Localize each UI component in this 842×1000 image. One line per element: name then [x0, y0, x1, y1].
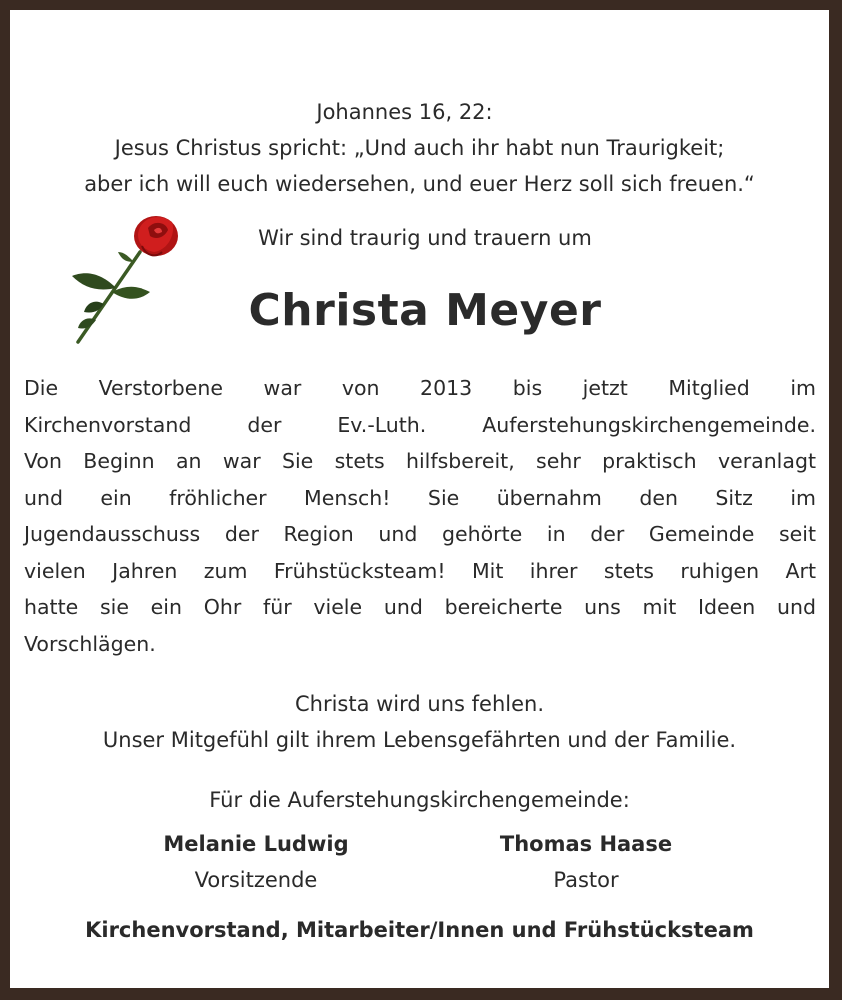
closing-remarks [10, 686, 829, 758]
signatory-name: Melanie Ludwig [163, 832, 349, 856]
footer-signature: Kirchenvorstand, Mitarbeiter/Innen und Frühstücksteam [85, 918, 754, 942]
body-line: Jugendausschuss der Region und gehörte in der Gemeinde seit [24, 522, 816, 546]
signatory-name: Thomas Haase [499, 832, 673, 856]
verse-line-1: Jesus Christus spricht: „Und auch ihr habt nun Traurigkeit; [114, 136, 725, 160]
on-behalf-line: Für die Auferstehungskirchengemeinde: [209, 788, 630, 812]
body-line: und ein fröhlicher Mensch! Sie übernahm den Sitz im [24, 485, 816, 510]
verse-reference: Johannes 16, 22: [316, 100, 493, 124]
closing-line-1: Christa wird uns fehlen. [294, 692, 545, 716]
deceased-name: Christa Meyer [248, 285, 602, 336]
rose-image [58, 200, 188, 350]
signatory [106, 826, 406, 898]
signatory [436, 826, 736, 898]
body-text [24, 370, 816, 662]
verse-line-2: aber ich will euch wiedersehen, und euer Herz soll sich freuen.“ [84, 172, 755, 196]
bible-verse [10, 94, 829, 202]
body-line: Von Beginn an war Sie stets hilfsbereit, sehr praktisch veranlagt [24, 449, 816, 473]
body-line: vielen Jahren zum Frühstücksteam! Mit ihrer stets ruhigen Art [24, 558, 816, 583]
closing-line-2: Unser Mitgefühl gilt ihrem Lebensgefährten und der Familie. [102, 728, 737, 752]
body-line: Vorschlägen. [24, 631, 156, 656]
mourning-line: Wir sind traurig und trauern um [258, 226, 592, 250]
signatory-role: Pastor [553, 868, 619, 892]
obituary-notice [10, 10, 829, 988]
signatory-role: Vorsitzende [194, 868, 318, 892]
body-line: Die Verstorbene war von 2013 bis jetzt Mitglied im [24, 376, 816, 400]
body-line: Kirchenvorstand der Ev.-Luth. Auferstehungskirchengemeinde. [24, 412, 816, 437]
body-line: hatte sie ein Ohr für viele und bereicherte uns mit Ideen und [24, 595, 816, 619]
